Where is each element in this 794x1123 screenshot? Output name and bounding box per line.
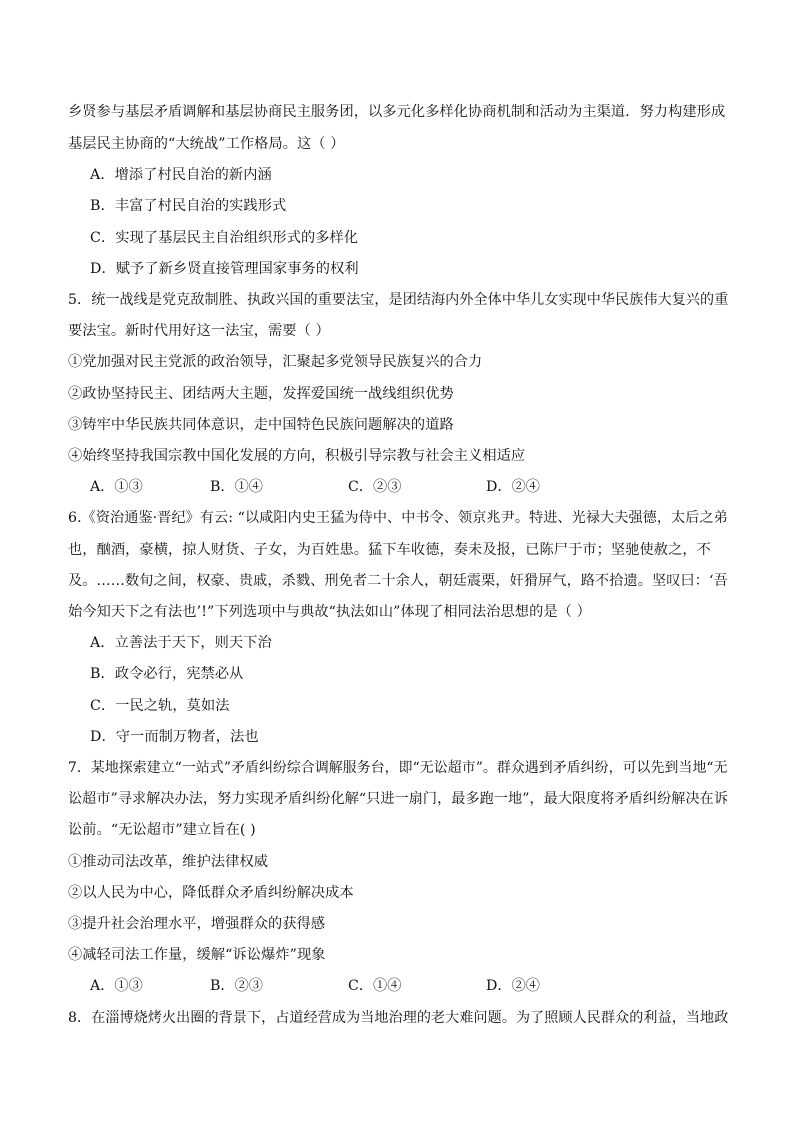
q4-option-a[interactable]: A．增添了村民自治的新内涵: [90, 167, 272, 183]
q7-stem-line-1: 7．某地探索建立“一站式”矛盾纠纷综合调解服务台，即“无讼超市”。群众遇到矛盾纠纷，可以先到当地“无: [68, 760, 728, 776]
q5-choice-d[interactable]: D．②④: [486, 479, 540, 495]
q4-option-c[interactable]: C．实现了基层民主自治组织形式的多样化: [90, 230, 359, 246]
q6-option-a[interactable]: A．立善法于天下，则天下治: [90, 635, 272, 651]
q4-stem-line-2: 基层民主协商的“大统战”工作格局。这（ ）: [68, 136, 345, 152]
q7-item-1: ①推动司法改革，维护法律权威: [68, 854, 269, 870]
q6-option-b[interactable]: B．政令必行，宪禁必从: [90, 666, 244, 682]
q7-item-3: ③提升社会治理水平，增强群众的获得感: [68, 916, 326, 932]
q6-stem-line-1: 6.《资治通鉴·晋纪》有云: “以咸阳内史王猛为侍中、中书令、领京兆尹。特进、光禄大夫强德，太后之弟: [68, 510, 728, 526]
q7-choice-c[interactable]: C．①④: [348, 978, 402, 994]
q5-stem-line-1: 5．统一战线是党克敌制胜、执政兴国的重要法宝，是团结海内外全体中华儿女实现中华民族伟大复兴的重: [68, 292, 729, 308]
q5-stem-line-2: 要法宝。新时代用好这一法宝，需要（ ）: [68, 323, 330, 339]
q6-stem-line-2: 也，酗酒，豪横，掠人财货、子女，为百姓患。猛下车收德，奏未及报，已陈尸于市；坚驰使赦之，不: [68, 542, 711, 558]
q7-choice-b[interactable]: B．②③: [210, 978, 263, 994]
q7-choice-a[interactable]: A．①③: [90, 978, 143, 994]
q7-stem-line-2: 讼超市”寻求解决办法，努力实现矛盾纠纷化解“只进一扇门，最多跑一地”，最大限度将矛盾纠纷解决在诉: [68, 791, 729, 807]
q6-stem-line-4: 始今知天下之有法也’!”下列选项中与典故“执法如山”体现了相同法治思想的是（ ）: [68, 604, 591, 620]
q7-stem-line-3: 讼前。“无讼超市”建立旨在( ): [68, 822, 256, 838]
q6-option-c[interactable]: C．一民之轨，莫如法: [90, 698, 230, 714]
q7-item-4: ④减轻司法工作量，缓解“诉讼爆炸”现象: [68, 947, 326, 963]
q6-option-d[interactable]: D．守一而制万物者，法也: [90, 729, 259, 745]
q5-choice-b[interactable]: B．①④: [210, 479, 263, 495]
q5-item-2: ②政协坚持民主、团结两大主题，发挥爱国统一战线组织优势: [68, 386, 454, 402]
q5-item-4: ④始终坚持我国宗教中国化发展的方向，积极引导宗教与社会主义相适应: [68, 448, 526, 464]
q4-option-d[interactable]: D．赋予了新乡贤直接管理国家事务的权利: [90, 261, 359, 277]
q7-item-2: ②以人民为中心，降低群众矛盾纠纷解决成本: [68, 885, 354, 901]
q5-choice-c[interactable]: C．②③: [348, 479, 402, 495]
q5-choice-a[interactable]: A．①③: [90, 479, 143, 495]
q8-stem-line-1: 8．在淄博烧烤火出圈的背景下，占道经营成为当地治理的老大难问题。为了照顾人民群众的利益，当地政: [68, 1010, 729, 1026]
q7-choice-d[interactable]: D．②④: [486, 978, 540, 994]
q6-stem-line-3: 及。……数旬之间，权豪、贵戚，杀戮、刑免者二十余人，朝廷震栗，奸猾屏气，路不拾遗。坚叹曰：‘吾: [68, 573, 728, 589]
q4-option-b[interactable]: B．丰富了村民自治的实践形式: [90, 198, 287, 214]
q4-stem-line-1: 乡贤参与基层矛盾调解和基层协商民主服务团，以多元化多样化协商机制和活动为主渠道．努力构建形成: [68, 104, 726, 120]
q5-item-3: ③铸牢中华民族共同体意识，走中国特色民族问题解决的道路: [68, 417, 454, 433]
q5-item-1: ①党加强对民主党派的政治领导，汇聚起多党领导民族复兴的合力: [68, 354, 483, 370]
